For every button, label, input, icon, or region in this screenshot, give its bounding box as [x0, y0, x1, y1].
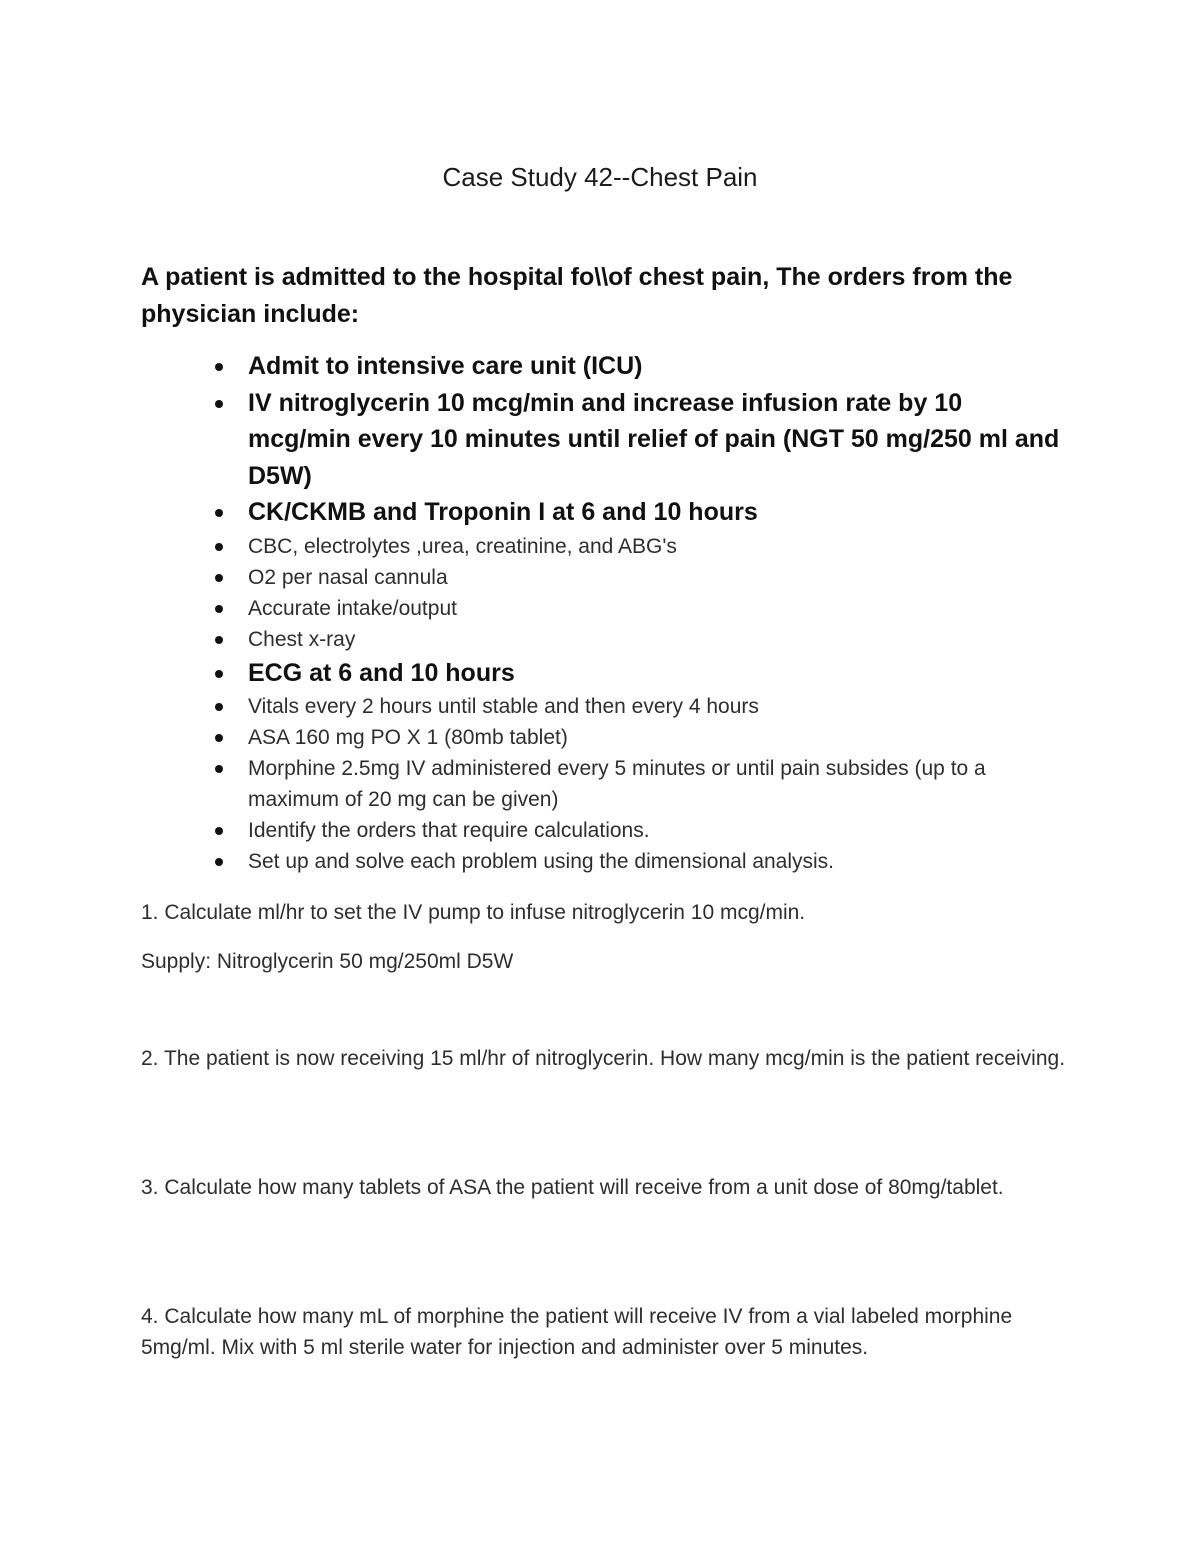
- order-text: CBC, electrolytes ,urea, creatinine, and ABG's: [248, 534, 677, 558]
- question-3: 3. Calculate how many tablets of ASA the patient will receive from a unit dose of 80mg/tablet.: [141, 1176, 1004, 1199]
- question-1: 1. Calculate ml/hr to set the IV pump to infuse nitroglycerin 10 mcg/min.: [141, 901, 806, 924]
- order-text: CK/CKMB and Troponin I at 6 and 10 hours: [248, 498, 758, 526]
- document-title: Case Study 42--Chest Pain: [442, 162, 758, 192]
- order-item: [141, 846, 1071, 877]
- bullet-icon: [215, 400, 223, 408]
- bullet-icon: [215, 574, 223, 582]
- order-text: Morphine 2.5mg IV administered every 5 minutes or until pain subsides (up to a maximum of 20 mg can be given): [248, 757, 986, 811]
- order-item: [141, 348, 1071, 385]
- order-text: Admit to intensive care unit (ICU): [248, 352, 643, 380]
- order-text: Chest x-ray: [248, 627, 356, 651]
- question-4: 4. Calculate how many mL of morphine the patient will receive IV from a vial labeled morphine 5mg/ml. Mix with 5 ml sterile water for injection and administer over 5 minutes.: [141, 1305, 1013, 1359]
- bullet-icon: [215, 858, 223, 866]
- order-item: [141, 385, 1071, 495]
- bullet-icon: [215, 509, 223, 517]
- bullet-icon: [215, 605, 223, 613]
- order-item: [141, 655, 1071, 692]
- bullet-icon: [215, 636, 223, 644]
- order-text: ECG at 6 and 10 hours: [248, 658, 515, 687]
- bullet-icon: [215, 827, 223, 835]
- order-item: [141, 531, 1071, 562]
- order-text: Set up and solve each problem using the dimensional analysis.: [248, 850, 835, 873]
- bullet-icon: [215, 543, 223, 551]
- order-item: [141, 624, 1071, 655]
- bullet-icon: [215, 670, 223, 678]
- order-text: ASA 160 mg PO X 1 (80mb tablet): [248, 726, 568, 749]
- order-text: Vitals every 2 hours until stable and then every 4 hours: [248, 695, 759, 718]
- order-item: [141, 722, 1071, 753]
- bullet-icon: [215, 703, 223, 711]
- bullet-icon: [215, 363, 223, 371]
- order-item: [141, 593, 1071, 624]
- bullet-icon: [215, 734, 223, 742]
- order-text: IV nitroglycerin 10 mcg/min and increase infusion rate by 10 mcg/min every 10 minutes until relief of pain (NGT 50 mg/250 ml and D5W): [248, 388, 1060, 490]
- order-item: [141, 494, 1071, 531]
- intro-paragraph: A patient is admitted to the hospital fo\\of chest pain, The orders from the physician include:: [141, 263, 1013, 328]
- order-text: Accurate intake/output: [248, 596, 457, 620]
- order-item: [141, 815, 1071, 846]
- physician-orders-list: [141, 348, 1071, 877]
- order-text: Identify the orders that require calculations.: [248, 819, 650, 842]
- order-text: O2 per nasal cannula: [248, 565, 448, 589]
- order-item: [141, 562, 1071, 593]
- supply-line: Supply: Nitroglycerin 50 mg/250ml D5W: [141, 950, 514, 973]
- question-2: 2. The patient is now receiving 15 ml/hr of nitroglycerin. How many mcg/min is the patient receiving.: [141, 1047, 1066, 1070]
- order-item: [141, 753, 1071, 815]
- bullet-icon: [215, 765, 223, 773]
- order-item: [141, 691, 1071, 722]
